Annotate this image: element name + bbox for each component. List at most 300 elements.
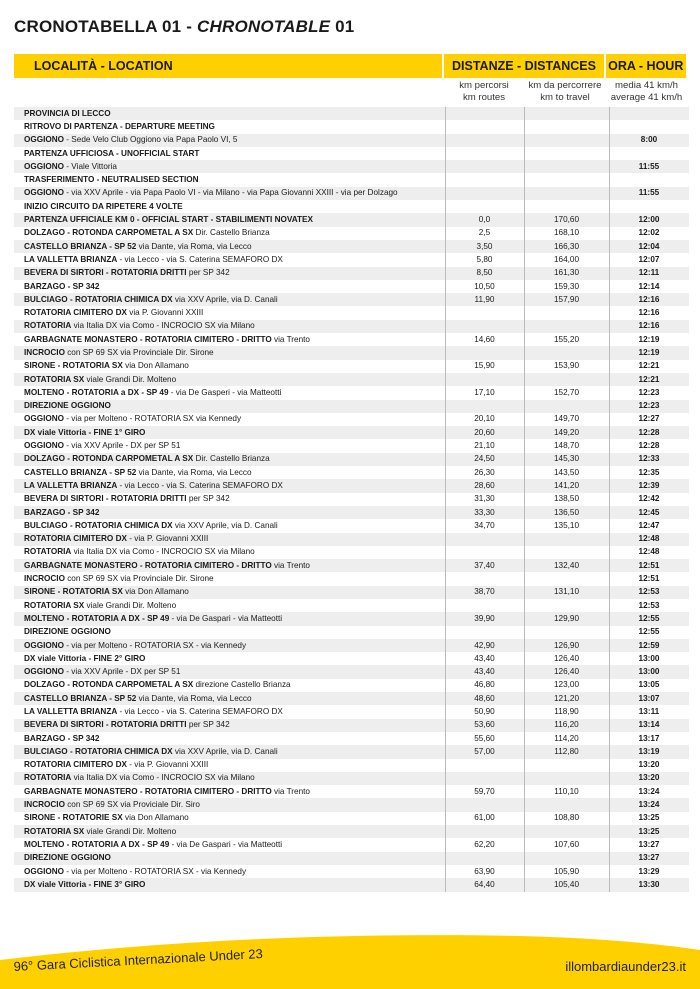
hour-cell: 13:24: [609, 798, 689, 811]
hour-cell: 12:16: [609, 293, 689, 306]
location-detail: viale Grandi Dir. Molteno: [84, 600, 177, 610]
location-cell: [14, 586, 445, 599]
km-to-travel-cell: 105,40: [524, 878, 609, 891]
location-cell: [14, 120, 445, 133]
subheader-average: [607, 78, 686, 107]
km-to-travel-cell: 153,90: [524, 360, 609, 373]
km-to-travel-cell: 131,10: [524, 586, 609, 599]
table-row: [14, 267, 689, 280]
location-detail: via XXV Aprile, via D. Canali: [172, 520, 278, 530]
table-row: [14, 546, 689, 559]
km-routes-cell: 21,10: [445, 439, 524, 452]
hour-cell: 13:25: [609, 825, 689, 838]
hour-cell: 12:27: [609, 413, 689, 426]
location-detail: via Dante, via Roma, via Lecco: [136, 241, 252, 251]
location-main: INCROCIO: [24, 800, 65, 810]
table-row: [14, 745, 689, 758]
location-cell: [14, 439, 445, 452]
location-main: BARZAGO - SP 342: [24, 507, 100, 517]
km-to-travel-cell: 108,80: [524, 812, 609, 825]
table-row: [14, 426, 689, 439]
location-cell: [14, 373, 445, 386]
location-main: INCROCIO: [24, 574, 65, 584]
km-routes-cell: 43,40: [445, 652, 524, 665]
location-main: SIRONE - ROTATORIE SX: [24, 813, 123, 823]
km-to-travel-cell: [524, 852, 609, 865]
km-routes-cell: [445, 134, 524, 147]
km-routes-cell: 63,90: [445, 865, 524, 878]
hour-cell: 12:48: [609, 546, 689, 559]
location-main: BULCIAGO - ROTATORIA CHIMICA DX: [24, 520, 173, 530]
hour-cell: 13:07: [609, 692, 689, 705]
hour-cell: 12:07: [609, 253, 689, 266]
location-cell: [14, 240, 445, 253]
km-to-travel-cell: 168,10: [524, 227, 609, 240]
km-routes-cell: [445, 626, 524, 639]
table-row: [14, 612, 689, 625]
hour-cell: 12:00: [609, 213, 689, 226]
location-main: BEVERA DI SIRTORI - ROTATORIA DRITTI: [24, 494, 187, 504]
table-row: [14, 665, 689, 678]
km-to-travel-cell: [524, 546, 609, 559]
location-main: ROTATORIA CIMITERO DX: [24, 534, 127, 544]
km-to-travel-cell: 138,50: [524, 493, 609, 506]
table-row: [14, 413, 689, 426]
table-row: [14, 187, 689, 200]
table-row: [14, 719, 689, 732]
location-detail: - via per Molteno - ROTATORIA SX - via Kennedy: [64, 640, 247, 650]
location-detail: via Italia DX via Como - INCROCIO SX via Milano: [71, 321, 255, 331]
km-routes-cell: [445, 572, 524, 585]
km-to-travel-cell: 166,30: [524, 240, 609, 253]
location-cell: [14, 559, 445, 572]
hour-cell: 12:33: [609, 453, 689, 466]
table-row: [14, 360, 689, 373]
hour-cell: 12:19: [609, 333, 689, 346]
km-to-travel-cell: [524, 772, 609, 785]
table-row: [14, 373, 689, 386]
table-row: [14, 147, 689, 160]
location-main: INCROCIO: [24, 347, 65, 357]
hour-cell: 13:19: [609, 745, 689, 758]
location-detail: via Trento: [271, 560, 310, 570]
km-to-travel-cell: [524, 320, 609, 333]
location-detail: via Don Allamano: [122, 587, 189, 597]
location-detail: - via P. Giovanni XXIII: [126, 760, 209, 770]
subheader-km-to-travel-line2: km to travel: [540, 91, 590, 103]
location-detail: - via P. Giovanni XXIII: [126, 534, 209, 544]
location-detail: via P. Giovanni XXIII: [126, 308, 204, 318]
location-main: ROTATORIA CIMITERO DX: [24, 308, 127, 318]
hour-cell: 12:23: [609, 386, 689, 399]
location-cell: [14, 147, 445, 160]
location-main: BARZAGO - SP 342: [24, 281, 100, 291]
location-cell: [14, 253, 445, 266]
table-row: [14, 626, 689, 639]
location-detail: per SP 342: [186, 268, 230, 278]
hour-cell: [609, 200, 689, 213]
hour-cell: 12:16: [609, 306, 689, 319]
table-row: [14, 134, 689, 147]
table-row: [14, 293, 689, 306]
table-row: [14, 599, 689, 612]
hour-cell: 12:53: [609, 599, 689, 612]
location-detail: per SP 342: [186, 494, 230, 504]
hour-cell: 8:00: [609, 134, 689, 147]
location-detail: via Trento: [271, 786, 310, 796]
table-row: [14, 386, 689, 399]
hour-cell: 13:20: [609, 759, 689, 772]
km-routes-cell: 43,40: [445, 665, 524, 678]
location-cell: [14, 213, 445, 226]
location-cell: [14, 320, 445, 333]
hour-cell: 12:53: [609, 586, 689, 599]
km-routes-cell: [445, 373, 524, 386]
location-detail: - via per Molteno - ROTATORIA SX via Kennedy: [64, 414, 242, 424]
hour-cell: 12:59: [609, 639, 689, 652]
location-cell: [14, 333, 445, 346]
hour-cell: 12:51: [609, 559, 689, 572]
location-detail: via Italia DX via Como - INCROCIO SX via Milano: [71, 773, 255, 783]
km-routes-cell: 11,90: [445, 293, 524, 306]
location-cell: [14, 652, 445, 665]
subheader-km-to-travel-line1: km da percorrere: [528, 80, 602, 91]
table-row: [14, 639, 689, 652]
location-detail: - via Lecco - via S. Caterina SEMAFORO DX: [117, 480, 283, 490]
table-subheader: [14, 78, 686, 107]
location-main: RITROVO DI PARTENZA - DEPARTURE MEETING: [24, 121, 215, 131]
hour-cell: 12:04: [609, 240, 689, 253]
km-routes-cell: 14,60: [445, 333, 524, 346]
table-row: [14, 280, 689, 293]
table-row: [14, 346, 689, 359]
location-main: SIRONE - ROTATORIA SX: [24, 361, 123, 371]
location-main: CASTELLO BRIANZA - SP 52: [24, 693, 137, 703]
hour-cell: [609, 173, 689, 186]
location-cell: [14, 546, 445, 559]
hour-cell: 12:21: [609, 373, 689, 386]
hour-cell: 13:27: [609, 838, 689, 851]
subheader-average-line1: media 41 km/h: [615, 80, 678, 91]
km-routes-cell: [445, 306, 524, 319]
table-row: [14, 160, 689, 173]
title-main: CRONOTABELLA 01 -: [14, 17, 198, 36]
km-to-travel-cell: [524, 187, 609, 200]
location-main: ROTATORIA SX: [24, 826, 85, 836]
km-to-travel-cell: 123,00: [524, 679, 609, 692]
hour-cell: 13:17: [609, 732, 689, 745]
km-routes-cell: 62,20: [445, 838, 524, 851]
km-to-travel-cell: 121,20: [524, 692, 609, 705]
km-to-travel-cell: [524, 759, 609, 772]
km-to-travel-cell: [524, 626, 609, 639]
km-routes-cell: 15,90: [445, 360, 524, 373]
km-routes-cell: 34,70: [445, 519, 524, 532]
km-routes-cell: 46,80: [445, 679, 524, 692]
km-routes-cell: 53,60: [445, 719, 524, 732]
table-row: [14, 506, 689, 519]
km-to-travel-cell: [524, 599, 609, 612]
location-main: ROTATORIA SX: [24, 600, 85, 610]
footer: [0, 930, 700, 989]
hour-cell: 12:23: [609, 400, 689, 413]
hour-cell: 12:55: [609, 626, 689, 639]
km-routes-cell: [445, 825, 524, 838]
table-row: [14, 798, 689, 811]
km-to-travel-cell: 116,20: [524, 719, 609, 732]
location-cell: [14, 599, 445, 612]
km-to-travel-cell: 114,20: [524, 732, 609, 745]
km-routes-cell: 64,40: [445, 878, 524, 891]
km-routes-cell: 48,60: [445, 692, 524, 705]
location-cell: [14, 798, 445, 811]
km-routes-cell: 0,0: [445, 213, 524, 226]
location-main: DIREZIONE OGGIONO: [24, 401, 111, 411]
km-to-travel-cell: 161,30: [524, 267, 609, 280]
table-row: [14, 306, 689, 319]
footer-event-name: 96° Gara Ciclistica Internazionale Under 23: [13, 945, 264, 974]
location-main: TRASFERIMENTO - NEUTRALISED SECTION: [24, 175, 199, 185]
km-to-travel-cell: [524, 533, 609, 546]
location-detail: - via Lecco - via S. Caterina SEMAFORO DX: [117, 254, 283, 264]
location-main: CASTELLO BRIANZA - SP 52: [24, 467, 137, 477]
hour-cell: [609, 147, 689, 160]
location-main: DOLZAGO - ROTONDA CARPOMETAL A SX: [24, 680, 194, 690]
hour-cell: 12:35: [609, 466, 689, 479]
location-cell: [14, 519, 445, 532]
table-row: [14, 333, 689, 346]
location-cell: [14, 227, 445, 240]
location-main: PROVINCIA DI LECCO: [24, 108, 111, 118]
location-main: LA VALLETTA BRIANZA: [24, 707, 118, 716]
km-to-travel-cell: [524, 160, 609, 173]
km-to-travel-cell: 126,40: [524, 665, 609, 678]
hour-cell: 12:16: [609, 320, 689, 333]
location-cell: [14, 306, 445, 319]
location-main: OGGIONO: [24, 135, 65, 145]
location-detail: con SP 69 SX via Proviciale Dir. Siro: [64, 800, 200, 810]
location-cell: [14, 878, 445, 891]
location-cell: [14, 865, 445, 878]
table-row: [14, 692, 689, 705]
location-cell: [14, 745, 445, 758]
location-main: OGGIONO: [24, 667, 65, 677]
km-to-travel-cell: 129,90: [524, 612, 609, 625]
title-italic: CHRONOTABLE: [197, 17, 331, 36]
location-detail: via Don Allamano: [122, 813, 189, 823]
km-to-travel-cell: [524, 173, 609, 186]
km-to-travel-cell: [524, 107, 609, 120]
location-detail: - via XXV Aprile - DX per SP 51: [64, 667, 181, 677]
location-cell: [14, 493, 445, 506]
header-distances: DISTANZE - DISTANCES: [442, 54, 603, 78]
km-to-travel-cell: [524, 346, 609, 359]
location-main: BARZAGO - SP 342: [24, 733, 100, 743]
km-to-travel-cell: [524, 200, 609, 213]
km-routes-cell: 42,90: [445, 639, 524, 652]
km-routes-cell: 17,10: [445, 386, 524, 399]
table-row: [14, 227, 689, 240]
km-to-travel-cell: 145,30: [524, 453, 609, 466]
km-routes-cell: [445, 320, 524, 333]
hour-cell: 12:14: [609, 280, 689, 293]
location-detail: - via XXV Aprile - DX per SP 51: [64, 441, 181, 451]
km-routes-cell: 24,50: [445, 453, 524, 466]
hour-cell: 11:55: [609, 160, 689, 173]
table-row: [14, 200, 689, 213]
location-detail: viale Grandi Dir. Molteno: [84, 826, 177, 836]
location-detail: via Don Allamano: [122, 361, 189, 371]
location-detail: con SP 69 SX via Provinciale Dir. Sirone: [64, 347, 214, 357]
table-row: [14, 772, 689, 785]
hour-cell: 12:21: [609, 360, 689, 373]
table-row: [14, 679, 689, 692]
location-main: BULCIAGO - ROTATORIA CHIMICA DX: [24, 294, 173, 304]
km-to-travel-cell: [524, 798, 609, 811]
location-detail: viale Grandi Dir. Molteno: [84, 374, 177, 384]
location-main: MOLTENO - ROTATORIA a DX - SP 49: [24, 387, 169, 397]
km-to-travel-cell: [524, 120, 609, 133]
location-cell: [14, 612, 445, 625]
km-to-travel-cell: 107,60: [524, 838, 609, 851]
location-cell: [14, 812, 445, 825]
km-routes-cell: 5,80: [445, 253, 524, 266]
location-main: LA VALLETTA BRIANZA: [24, 480, 118, 490]
km-routes-cell: [445, 187, 524, 200]
location-main: OGGIONO: [24, 414, 65, 424]
km-routes-cell: [445, 147, 524, 160]
km-routes-cell: [445, 173, 524, 186]
location-cell: [14, 639, 445, 652]
hour-cell: 12:55: [609, 612, 689, 625]
km-routes-cell: [445, 759, 524, 772]
location-cell: [14, 785, 445, 798]
location-cell: [14, 400, 445, 413]
km-routes-cell: [445, 346, 524, 359]
hour-cell: 12:47: [609, 519, 689, 532]
subheader-km-to-travel: [523, 78, 607, 107]
table-row: [14, 479, 689, 492]
location-cell: [14, 679, 445, 692]
location-cell: [14, 426, 445, 439]
km-to-travel-cell: 126,90: [524, 639, 609, 652]
km-to-travel-cell: [524, 373, 609, 386]
location-cell: [14, 466, 445, 479]
location-main: ROTATORIA: [24, 321, 72, 331]
hour-cell: [609, 120, 689, 133]
hour-cell: 13:05: [609, 679, 689, 692]
location-main: MOLTENO - ROTATORIA A DX - SP 49: [24, 839, 170, 849]
location-main: DX viale Vittoria - FINE 3° GIRO: [24, 879, 146, 889]
location-main: LA VALLETTA BRIANZA: [24, 254, 118, 264]
location-main: PARTENZA UFFICIALE KM 0 - OFFICIAL START - STABILIMENTI NOVATEX: [24, 215, 313, 225]
table-row: [14, 519, 689, 532]
location-main: DOLZAGO - ROTONDA CARPOMETAL A SX: [24, 454, 194, 464]
location-cell: [14, 759, 445, 772]
km-routes-cell: 50,90: [445, 705, 524, 718]
hour-cell: 12:11: [609, 267, 689, 280]
hour-cell: 13:11: [609, 705, 689, 718]
km-to-travel-cell: 141,20: [524, 479, 609, 492]
table-row: [14, 586, 689, 599]
km-routes-cell: 39,90: [445, 612, 524, 625]
location-detail: via Trento: [271, 334, 310, 344]
km-to-travel-cell: [524, 572, 609, 585]
location-cell: [14, 267, 445, 280]
km-routes-cell: 59,70: [445, 785, 524, 798]
subheader-km-routes-line2: km routes: [462, 91, 506, 103]
location-cell: [14, 280, 445, 293]
location-cell: [14, 626, 445, 639]
table-row: [14, 838, 689, 851]
location-cell: [14, 134, 445, 147]
km-to-travel-cell: 148,70: [524, 439, 609, 452]
location-detail: Dir. Castello Brianza: [193, 228, 270, 238]
km-routes-cell: 61,00: [445, 812, 524, 825]
header-location: LOCALITÀ - LOCATION: [34, 59, 173, 73]
km-routes-cell: 57,00: [445, 745, 524, 758]
km-to-travel-cell: [524, 134, 609, 147]
location-cell: [14, 200, 445, 213]
title-number: 01: [330, 17, 355, 36]
km-to-travel-cell: 105,90: [524, 865, 609, 878]
km-routes-cell: [445, 546, 524, 559]
km-to-travel-cell: 143,50: [524, 466, 609, 479]
location-main: OGGIONO: [24, 866, 65, 876]
subheader-spacer: [14, 78, 445, 107]
location-detail: via Dante, via Roma, via Lecco: [136, 693, 252, 703]
km-to-travel-cell: 170,60: [524, 213, 609, 226]
km-routes-cell: [445, 798, 524, 811]
km-routes-cell: 20,10: [445, 413, 524, 426]
location-main: CASTELLO BRIANZA - SP 52: [24, 241, 137, 251]
table-row: [14, 253, 689, 266]
location-main: OGGIONO: [24, 188, 65, 198]
km-to-travel-cell: 126,40: [524, 652, 609, 665]
km-routes-cell: 2,5: [445, 227, 524, 240]
location-detail: - via XXV Aprile - via Papa Paolo VI - via Milano - via Papa Giovanni XXIII - via per Dolzago: [64, 188, 398, 198]
hour-cell: 12:48: [609, 533, 689, 546]
location-cell: [14, 160, 445, 173]
location-cell: [14, 665, 445, 678]
location-main: GARBAGNATE MONASTERO - ROTATORIA CIMITERO - DRITTO: [24, 560, 272, 570]
km-routes-cell: [445, 200, 524, 213]
subheader-km-routes-line1: km percorsi: [459, 80, 509, 91]
location-main: OGGIONO: [24, 161, 65, 171]
hour-cell: 12:39: [609, 479, 689, 492]
subheader-km-routes: [445, 78, 523, 107]
location-main: DIREZIONE OGGIONO: [24, 627, 111, 637]
table-row: [14, 213, 689, 226]
location-detail: - Sede Velo Club Oggiono via Papa Paolo VI, 5: [64, 135, 238, 145]
hour-cell: 13:30: [609, 878, 689, 891]
location-cell: [14, 107, 445, 120]
location-cell: [14, 732, 445, 745]
km-to-travel-cell: 152,70: [524, 386, 609, 399]
km-routes-cell: 26,30: [445, 466, 524, 479]
location-main: MOLTENO - ROTATORIA A DX - SP 49: [24, 613, 170, 623]
km-routes-cell: 38,70: [445, 586, 524, 599]
location-cell: [14, 346, 445, 359]
hour-cell: 13:20: [609, 772, 689, 785]
table-header: [14, 54, 686, 78]
location-cell: [14, 187, 445, 200]
table-row: [14, 439, 689, 452]
km-routes-cell: 31,30: [445, 493, 524, 506]
location-cell: [14, 825, 445, 838]
location-detail: Dir. Castello Brianza: [193, 454, 270, 464]
location-main: BULCIAGO - ROTATORIA CHIMICA DX: [24, 746, 173, 756]
